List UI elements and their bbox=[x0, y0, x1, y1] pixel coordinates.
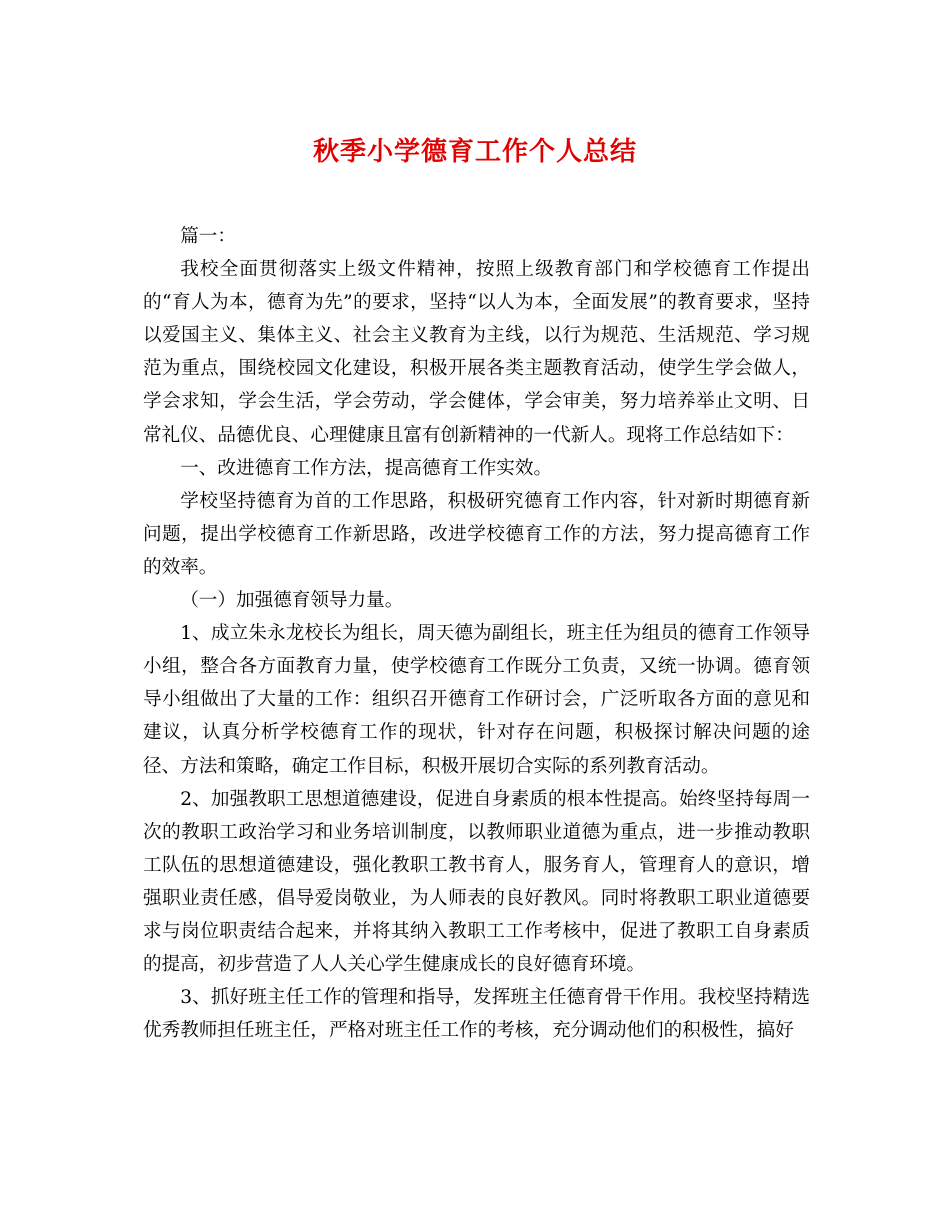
paragraph-item-2: 2、加强教职工思想道德建设，促进自身素质的根本性提高。始终坚持每周一次的教职工政治学习和业务培训制度，以教师职业道德为重点，进一步推动教职工队伍的思想道德建设，强化教职工教书育人，服务育人，管理育人的意识，增强职业责任感，倡导爱岗敬业，为人师表的良好教风。同时将教职工职业道德要求与岗位职责结合起来，并将其纳入教职工工作考核中，促进了教职工自身素质的提高，初步营造了人人关心学生健康成长的良好德育环境。 bbox=[143, 788, 810, 976]
paragraph-item-1: 1、成立朱永龙校长为组长，周天德为副组长，班主任为组员的德育工作领导小组，整合各方面教育力量，使学校德育工作既分工负责，又统一协调。德育领导小组做出了大量的工作：组织召开德育工作研讨会，广泛听取各方面的意见和建议，认真分析学校德育工作的现状，针对存在问题，积极探讨解决问题的途径、方法和策略，确定工作目标，积极开展切合实际的系列教育活动。 bbox=[143, 623, 810, 777]
paragraph-intro: 我校全面贯彻落实上级文件精神，按照上级教育部门和学校德育工作提出的“育人为本，德育为先”的要求，坚持“以人为本，全面发展”的教育要求，坚持以爱国主义、集体主义、社会主义教育为主线，以行为规范、生活规范、学习规范为重点，围绕校园文化建设，积极开展各类主题教育活动，使学生学会做人，学会求知，学会生活，学会劳动，学会健体，学会审美，努力培养举止文明、日常礼仪、品德优良、心理健康且富有创新精神的一代新人。现将工作总结如下： bbox=[143, 259, 810, 446]
paragraph-subheading-1: （一）加强德育领导力量。 bbox=[180, 590, 404, 612]
document-body bbox=[143, 220, 810, 1047]
paragraph-item-3: 3、抓好班主任工作的管理和指导，发挥班主任德育骨干作用。我校坚持精选优秀教师担任班主任，严格对班主任工作的考核，充分调动他们的积极性，搞好 bbox=[143, 987, 810, 1042]
paragraph-heading-1: 一、改进德育工作方法，提高德育工作实效。 bbox=[180, 457, 553, 479]
document-title: 秋季小学德育工作个人总结 bbox=[312, 137, 637, 167]
paragraph-section-label: 篇一： bbox=[180, 226, 236, 247]
paragraph-body-1: 学校坚持德育为首的工作思路，积极研究德育工作内容，针对新时期德育新问题，提出学校德育工作新思路，改进学校德育工作的方法，努力提高德育工作的效率。 bbox=[143, 490, 810, 578]
